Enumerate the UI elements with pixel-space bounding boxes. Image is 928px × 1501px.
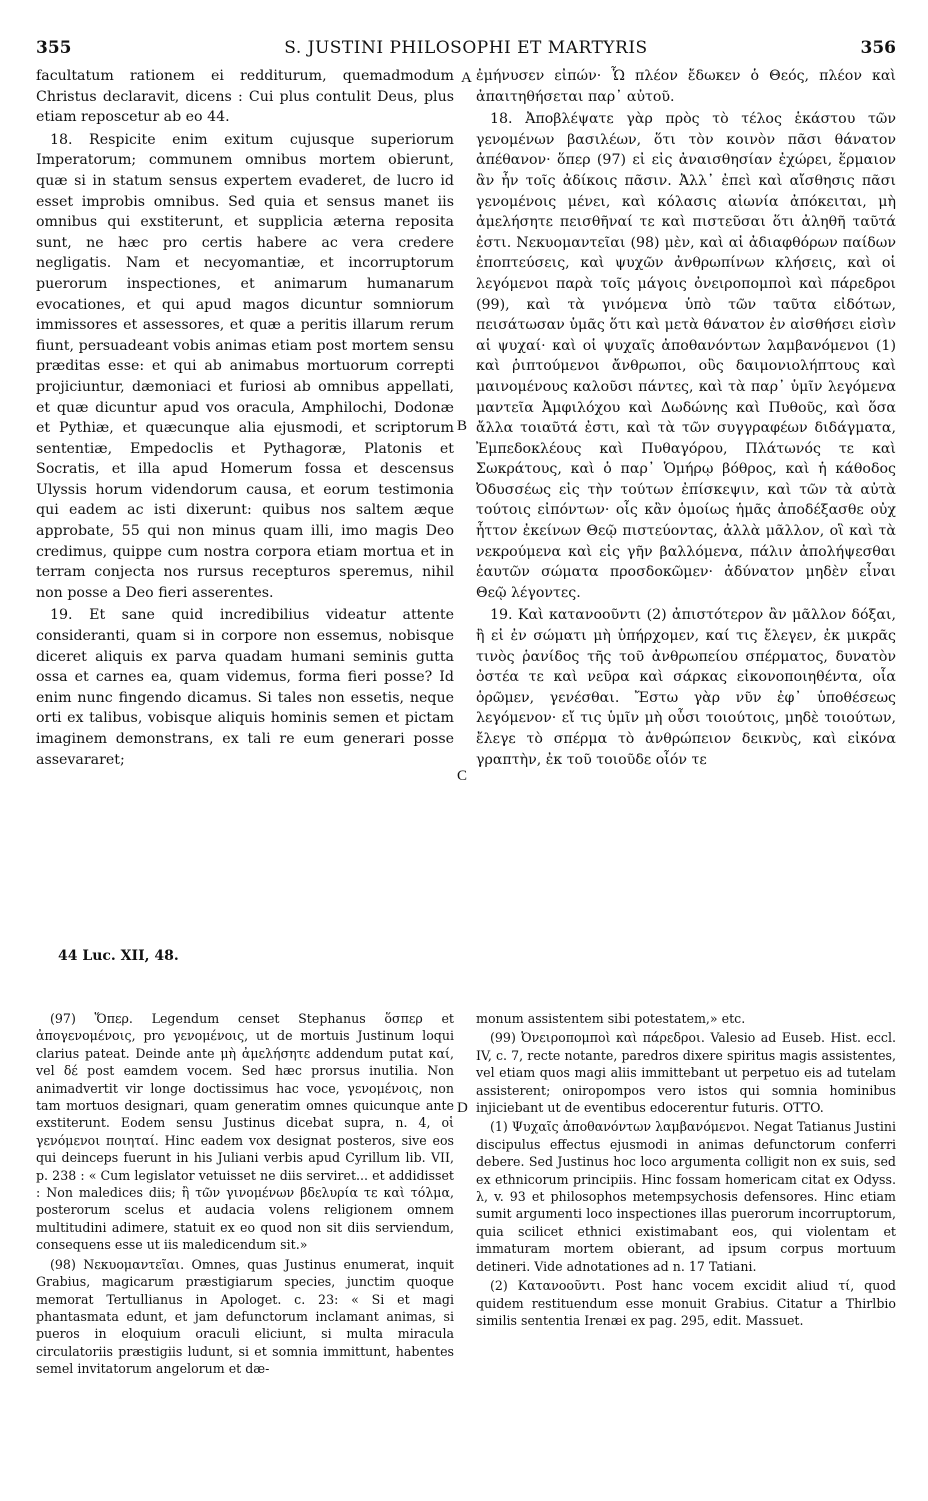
scripture-footnote: 44 Luc. XII, 48. xyxy=(58,948,179,964)
latin-paragraph: facultatum rationem ei redditurum, quemadmodum Christus declaravit, dicens : Cui plus contulit Deus, plus etiam reposcetur ab eo 44. xyxy=(36,68,454,126)
notes-right-column xyxy=(476,1010,896,1329)
note-paragraph: (99) Ὀνειροπομποὶ καὶ πάρεδροι. Valesio ad Euseb. Hist. eccl. IV, c. 7, recte notante, paredros dixere spiritus magis assistentes, vel etiam quos magi aliis immittebant ut perpetuo eis ad tutelam assisterent; oniropompos vero istos qui somnia hominibus injiciebant ut de eventibus edocerentur futuris. OTTO. xyxy=(476,1030,896,1116)
margin-letter-c: C xyxy=(457,768,468,784)
greek-paragraph: ἐμήνυσεν εἰπών· Ὧ πλέον ἔδωκεν ὁ Θεός, πλέον καὶ ἀπαιτηθήσεται παρ᾽ αὐτοῦ. xyxy=(476,68,896,105)
greek-paragraph: 18. Ἀποβλέψατε γὰρ πρὸς τὸ τέλος ἑκάστου τῶν γενομένων βασιλέων, ὅτι τὸν κοινὸν πᾶσι θάνατον ἀπέθανον· ὅπερ (97) εἰ εἰς ἀναισθησίαν ἐχώρει, ἕρμαιον ἂν ἦν τοῖς ἀδίκοις πᾶσιν. Ἀλλ᾽ ἐπεὶ καὶ αἴσθησις πᾶσι γενομένοις μένει, καὶ κόλασις αἰωνία ἀπόκειται, μὴ ἀμελήσητε πεισθῆναί τε καὶ πιστεῦσαι ὅτι ἀληθῆ ταῦτά ἐστι. Νεκυομαντεῖαι (98) μὲν, καὶ αἱ ἀδιαφθόρων παίδων ἐποπτεύσεις, καὶ ψυχῶν ἀνθρωπίνων κλήσεις, καὶ οἱ λεγόμενοι παρὰ τοῖς μάγοις ὀνειροπομποὶ καὶ πάρεδροι (99), καὶ τὰ γινόμενα ὑπὸ τῶν ταῦτα εἰδότων, πεισάτωσαν ὑμᾶς ὅτι καὶ μετὰ θάνατον ἐν αἰσθήσει εἰσὶν αἱ ψυχαί· καὶ οἱ ψυχαῖς ἀποθανόντων λαμβανόμενοι (1) καὶ ῥιπτούμενοι ἄνθρωποι, οὓς δαιμονιολήπτους καὶ μαινομένους καλοῦσι πάντες, καὶ τὰ παρ᾽ ὑμῖν λεγόμενα μαντεῖα Ἀμφιλόχου καὶ Δωδώνης καὶ Πυθοῦς, καὶ ὅσα ἄλλα τοιαῦτά ἐστι, καὶ τὰ τῶν συγγραφέων διδάγματα, Ἐμπεδοκλέους καὶ Πυθαγόρου, Πλάτωνός τε καὶ Σωκράτους, καὶ ὁ παρ᾽ Ὁμήρῳ βόθρος, καὶ ἡ κάθοδος Ὀδυσσέως εἰς τὴν τούτων ἐπίσκεψιν, καὶ τῶν τὰ αὐτὰ τούτοις εἰπόντων· οἷς κἂν ὁμοίως ἡμᾶς ἀποδέξασθε οὐχ ἧττον ἐκείνων Θεῷ πιστεύοντας, ἀλλὰ μᾶλλον, οἳ καὶ τὰ νεκρούμενα καὶ εἰς γῆν βαλλόμενα, πάλιν ἀπολήψεσθαι ἑαυτῶν σώματα προσδοκῶμεν· ἀδύνατον μηδὲν εἶναι Θεῷ λέγοντες. xyxy=(476,111,896,601)
greek-paragraph: 19. Καὶ κατανοοῦντι (2) ἀπιστότερον ἂν μᾶλλον δόξαι, ἢ εἰ ἐν σώματι μὴ ὑπήρχομεν, καί τις ἔλεγεν, ἐκ μικρᾶς τινὸς ῥανίδος τῆς τοῦ ἀνθρωπείου σπέρματος, δυνατὸν ὀστέα τε καὶ νεῦρα καὶ σάρκας εἰκονοποιηθέντα, οἷα ὁρῶμεν, γενέσθαι. Ἔστω γὰρ νῦν ἐφ᾽ ὑποθέσεως λεγόμενον· εἴ τις ὑμῖν μὴ οὖσι τοιούτοις, μηδὲ τοιούτων, ἔλεγε τὸ σπέρμα τὸ ἀνθρώπειον δεικνὺς, καὶ εἰκόνα γραπτὴν, ἐκ τοῦ τοιοῦδε οἷόν τε xyxy=(476,607,896,768)
note-paragraph: (98) Νεκυομαντεῖαι. Omnes, quas Justinus enumerat, inquit Grabius, magicarum præstigiarum species, junctim quoque memorat Tertullianus in Apologet. c. 23: « Si et magi phantasmata edunt, et jam defunctorum inclamant animas, si pueros in eloquium oraculi eliciunt, si multa miracula circulatoriis præstigiis ludunt, si et somnia immittunt, habentes semel invitatorum angelorum et dæ- xyxy=(36,1256,454,1377)
notes-left-column xyxy=(36,1010,454,1378)
page-header xyxy=(36,38,896,60)
page-number-right: 356 xyxy=(860,38,896,58)
margin-letter-d: D xyxy=(457,1100,468,1116)
latin-paragraph: 19. Et sane quid incredibilius videatur attente consideranti, quam si in corpore non essemus, nobisque diceret aliquis ex parva quadam humani seminis gutta ossa et carnes ea, quam videmus, forma fieri posse? Id enim nunc fingendo dicamus. Si tales non essetis, neque orti ex talibus, vobisque aliquis hominis semen et pictam imaginem demonstrans, ex tali re eum generari posse assevararet; xyxy=(36,607,454,768)
latin-paragraph: 18. Respicite enim exitum cujusque superiorum Imperatorum; communem omnibus mortem obierunt, quæ si in statum sensus expertem evaderet, de lucro id esset improbis omnibus. Sed quia et sensus manet iis omnibus qui exstiterunt, et supplicia æterna reposita sunt, ne hæc pro certis habere ac vera credere negligatis. Nam et necyomantiæ, et incorruptorum puerorum inspectiones, et animarum humanarum evocationes, et qui apud magos dicuntur somniorum immissores et assessores, et quæ a peritis illarum rerum fiunt, persuadeant vobis animas etiam post mortem sensu præditas esse: et qui ab animabus mortuorum correpti projiciuntur, dæmoniaci et furiosi ab omnibus appellati, et quæ dicuntur apud vos oracula, Amphilochi, Dodonæ et Pythiæ, et quæcunque alia ejusmodi, et scriptorum sententiæ, Empedoclis et Pythagoræ, Platonis et Socratis, et illa apud Homerum fossa et descensus Ulyssis horum videndorum causa, et eorum testimonia qui eadem ac isti dixerunt: quibus nos saltem æque approbate, 55 qui non minus quam illi, imo magis Deo credimus, quippe cum nostra corpora etiam mortua et in terram conjecta nos rursus recepturos speremus, nihil non posse a Deo fieri asserentes. xyxy=(36,131,454,601)
note-paragraph: monum assistentem sibi potestatem,» etc. xyxy=(476,1011,746,1026)
note-paragraph: (97) Ὅπερ. Legendum censet Stephanus ὅσπερ et ἀπογενομένοις, pro γενομένοις, ut de mortuis Justinum loqui clarius pateat. Deinde ante μὴ ἀμελήσητε addendum putat καί, vel δέ post eamdem vocem. Sed hæc prorsus inutilia. Non animadvertit vir longe doctissimus hac voce, γενομένοις, non tam mortuos designari, quam generatim omnes quicunque ante exstiterunt. Eodem sensu Justinus dicebat supra, n. 4, οἱ γενόμενοι ποιηταί. Hinc eadem vox designat posteros, sive eos qui deinceps fuerunt in his Juliani verbis apud Cyrillum lib. VII, p. 238 : « Cum legislator vetuisset ne diis serviret... et addidisset : Non maledices diis; ἢ τῶν γινομένων βδελυρία τε καὶ τόλμα, posterorum scelus et audacia volens religionem omnem multitudini adimere, statuit ex eo quod non sit diis serviendum, consequens esse ut iis maledicendum sit.» xyxy=(36,1011,454,1253)
margin-letter-b: B xyxy=(457,418,468,434)
page-number-left: 355 xyxy=(36,38,72,58)
note-paragraph: (2) Κατανοοῦντι. Post hanc vocem excidit aliud τί, quod quidem restituendum esse monuit Grabius. Citatur a Thirlbio similis sententia Irenæi ex pag. 295, edit. Massuet. xyxy=(476,1278,896,1328)
greek-column xyxy=(476,66,896,770)
running-title: S. JUSTINI PHILOSOPHI ET MARTYRIS xyxy=(284,38,648,58)
latin-column xyxy=(36,66,454,770)
margin-letter-a: A xyxy=(461,70,472,86)
note-paragraph: (1) Ψυχαῖς ἀποθανόντων λαμβανόμενοι. Negat Tatianus Justini discipulus effectus ejusmodi in animas defunctorum conferri debere. Sed Justinus hoc loco argumenta colligit non ex suis, sed ex ethnicorum principiis. Hinc fossam homericam citat ex Odyss. λ, v. 93 et philosophos metempsychosis defensores. Hinc etiam sumit argumenti loco inspectiones illas puerorum incorruptorum, quia scilicet ethnici existimabant eos, qui violentam et immaturam mortem obierant, ad ipsum corpus mortuum detineri. Vide adnotationes ad n. 17 Tatiani. xyxy=(476,1119,896,1274)
